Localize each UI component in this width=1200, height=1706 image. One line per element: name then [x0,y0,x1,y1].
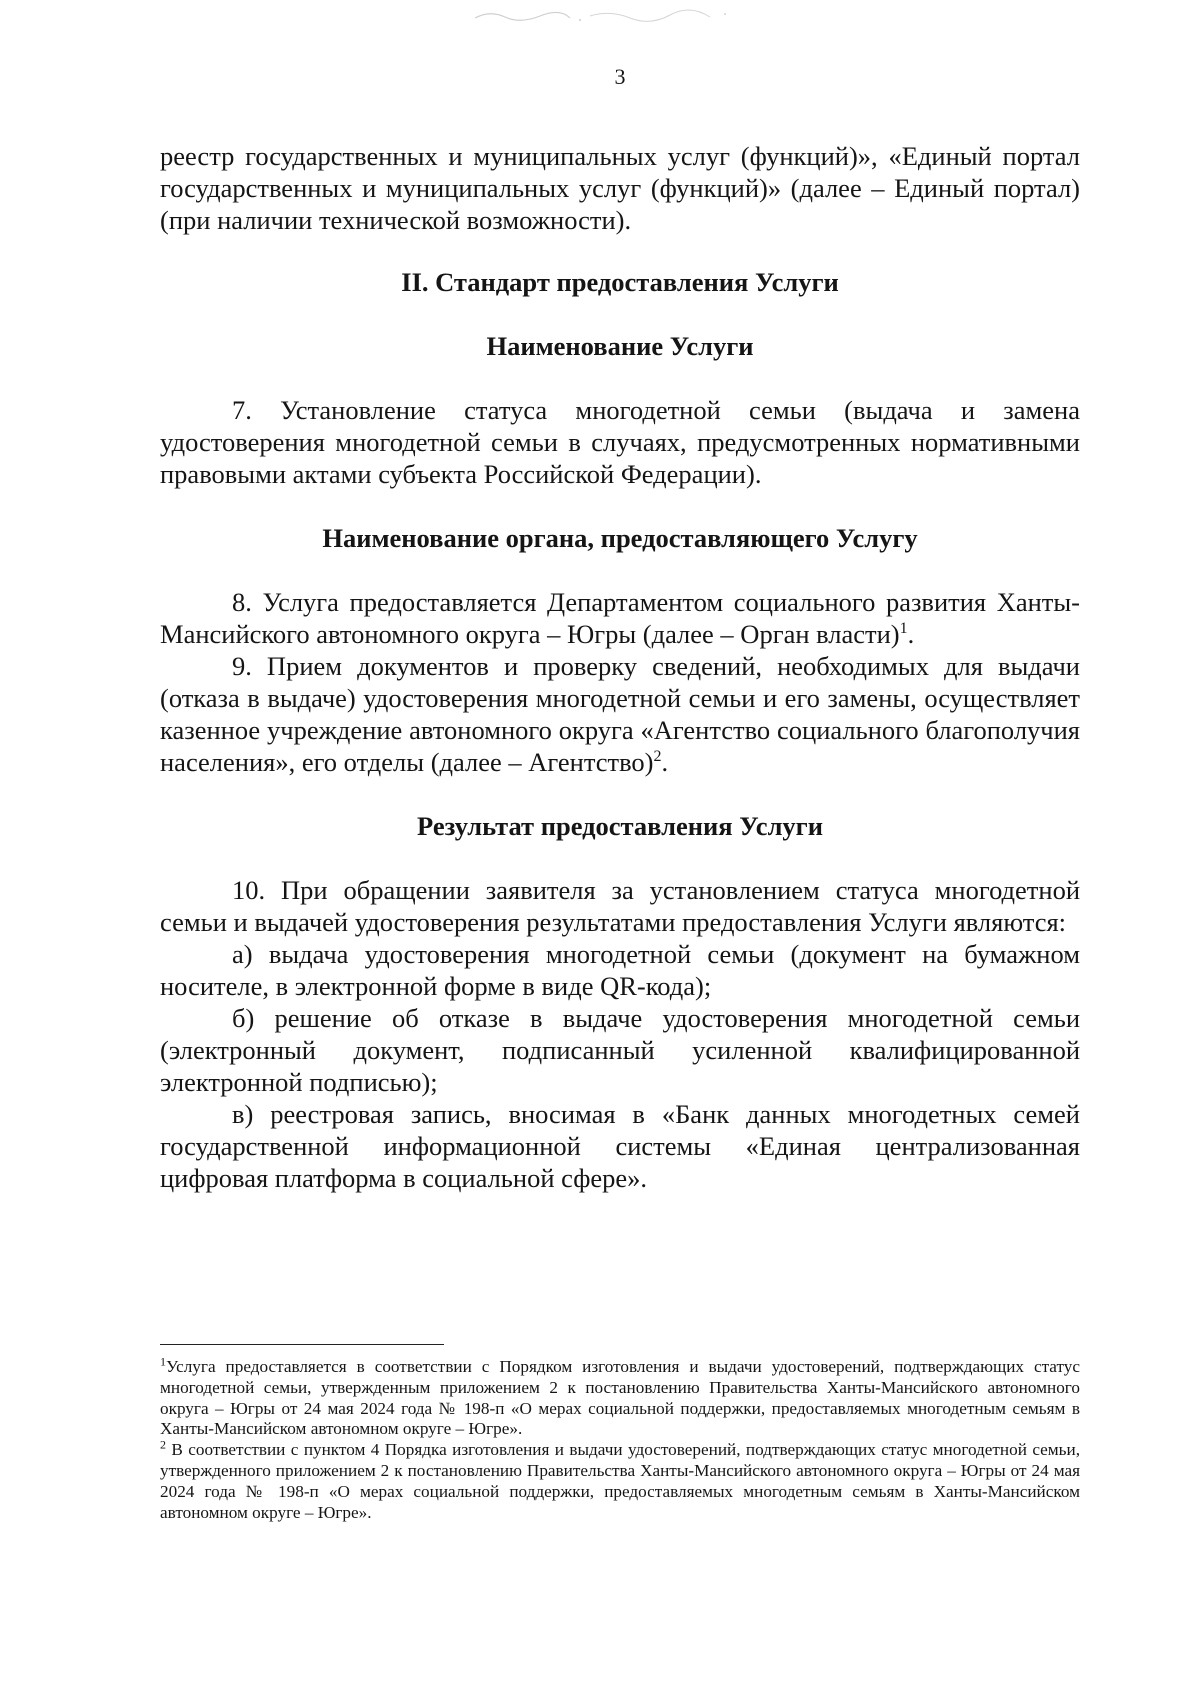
heading-result: Результат предоставления Услуги [417,811,823,841]
footnotes [160,1354,1080,1523]
paragraph-10b: б) решение об отказе в выдаче удостоверения многодетной семьи (электронный документ, подписанный усиленной квалифицированной электронной подписью); [160,1003,1080,1097]
scan-artifact [470,6,750,26]
footnote-2-mark: 2 [160,1437,166,1452]
paragraph-8-end: . [907,619,915,649]
footnote-1-mark: 1 [160,1354,166,1369]
footnote-2 [160,1437,1080,1523]
footnote-2-text: В соответствии с пунктом 4 Порядка изготовления и выдачи удостоверений, подтверждающих статус многодетной семьи, утвержденного приложением 2 к постановлению Правительства Ханты-Мансийского автономного округа – Югры от 24 мая 2024 года № 198-п «О мерах социальной поддержки, предоставляемых многодетным семьям в Ханты-Мансийском автономном округе – Югре». [160,1440,1080,1522]
intro-paragraph: реестр государственных и муниципальных услуг (функций)», «Единый портал государственных и муниципальных услуг (функций)» (далее – Единый портал) (при наличии технической возможности). [160,141,1080,235]
page-number: 3 [614,64,626,89]
paragraph-7: 7. Установление статуса многодетной семьи (выдача и замена удостоверения многодетной семьи в случаях, предусмотренных нормативными правовыми актами субъекта Российской Федерации). [160,395,1080,489]
paragraph-9-end: . [661,747,669,777]
footnote-1-text: Услуга предоставляется в соответствии с Порядком изготовления и выдачи удостоверений, подтверждающих статус многодетной семьи, утвержденным приложением 2 к постановлению Правительства Ханты-Мансийского автономного округа – Югры от 24 мая 2024 года № 198-п «О мерах социальной поддержки, предоставляемых многодетным семьям в Ханты-Мансийском автономном округе – Югре». [160,1357,1080,1439]
paragraph-9-text: 9. Прием документов и проверку сведений, необходимых для выдачи (отказа в выдаче) удостоверения многодетной семьи и его замены, осуществляет казенное учреждение автономного округа «Агентство социального благополучия населения», его отделы (далее – Агентство) [160,651,1080,777]
footnote-ref-1: 1 [899,620,908,638]
heading-service-name: Наименование Услуги [486,331,754,361]
footnote-separator [160,1344,444,1345]
footnote-ref-2: 2 [653,748,662,766]
paragraph-8 [160,586,1080,650]
heading-authority: Наименование органа, предоставляющего Услугу [322,523,918,553]
document-body [160,140,1080,1194]
paragraph-9 [160,650,1080,778]
section-title: II. Стандарт предоставления Услуги [401,267,839,297]
footnote-1 [160,1354,1080,1440]
paragraph-8-text: 8. Услуга предоставляется Департаментом социального развития Ханты-Мансийского автономного округа – Югры (далее – Орган власти) [160,587,1080,649]
paragraph-10: 10. При обращении заявителя за установлением статуса многодетной семьи и выдачей удостоверения результатами предоставления Услуги являются: [160,875,1080,937]
paragraph-10c: в) реестровая запись, вносимая в «Банк данных многодетных семей государственной информационной системы «Единая централизованная цифровая платформа в социальной сфере». [160,1099,1080,1193]
paragraph-10a: а) выдача удостоверения многодетной семьи (документ на бумажном носителе, в электронной форме в виде QR-кода); [160,939,1080,1001]
